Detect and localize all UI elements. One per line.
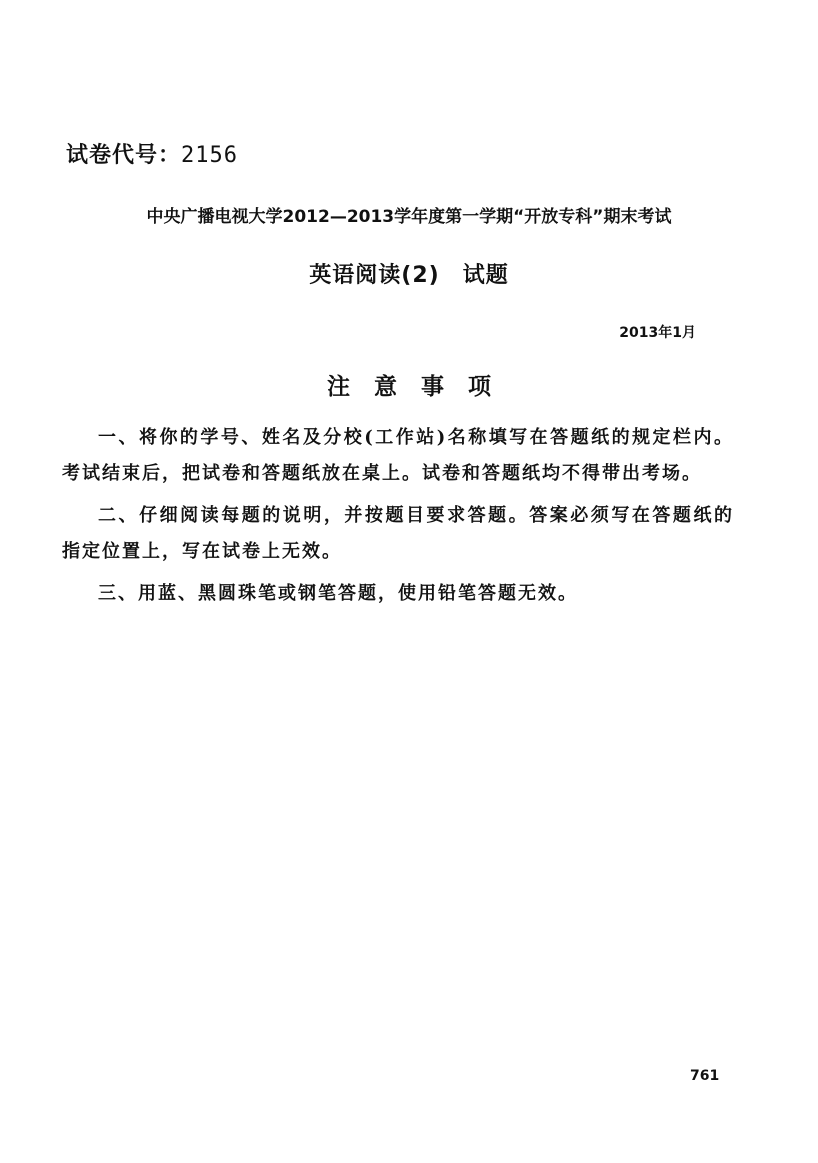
course-title: 英语阅读(2) 试题: [309, 263, 509, 288]
notice-list: [62, 420, 734, 618]
notice-item-2: 二、仔细阅读每题的说明，并按题目要求答题。答案必须写在答题纸的指定位置上，写在试卷上无效。: [62, 505, 734, 562]
page-number: 761: [690, 1068, 720, 1084]
notice-item-3: 三、用蓝、黑圆珠笔或钢笔答题，使用铅笔答题无效。: [98, 583, 578, 604]
paper-code: [66, 138, 238, 169]
exam-date: 2013年1月: [619, 325, 696, 341]
notice-item-1: 一、将你的学号、姓名及分校(工作站)名称填写在答题纸的规定栏内。考试结束后，把试卷和答题纸放在桌上。试卷和答题纸均不得带出考场。: [62, 427, 734, 484]
exam-heading: 中央广播电视大学2012—2013学年度第一学期“开放专科”期末考试: [146, 207, 672, 227]
paper-code-label: 试卷代号：: [66, 143, 182, 168]
notice-title: 注意事项: [327, 374, 515, 400]
paper-code-value: 2156: [181, 143, 238, 168]
